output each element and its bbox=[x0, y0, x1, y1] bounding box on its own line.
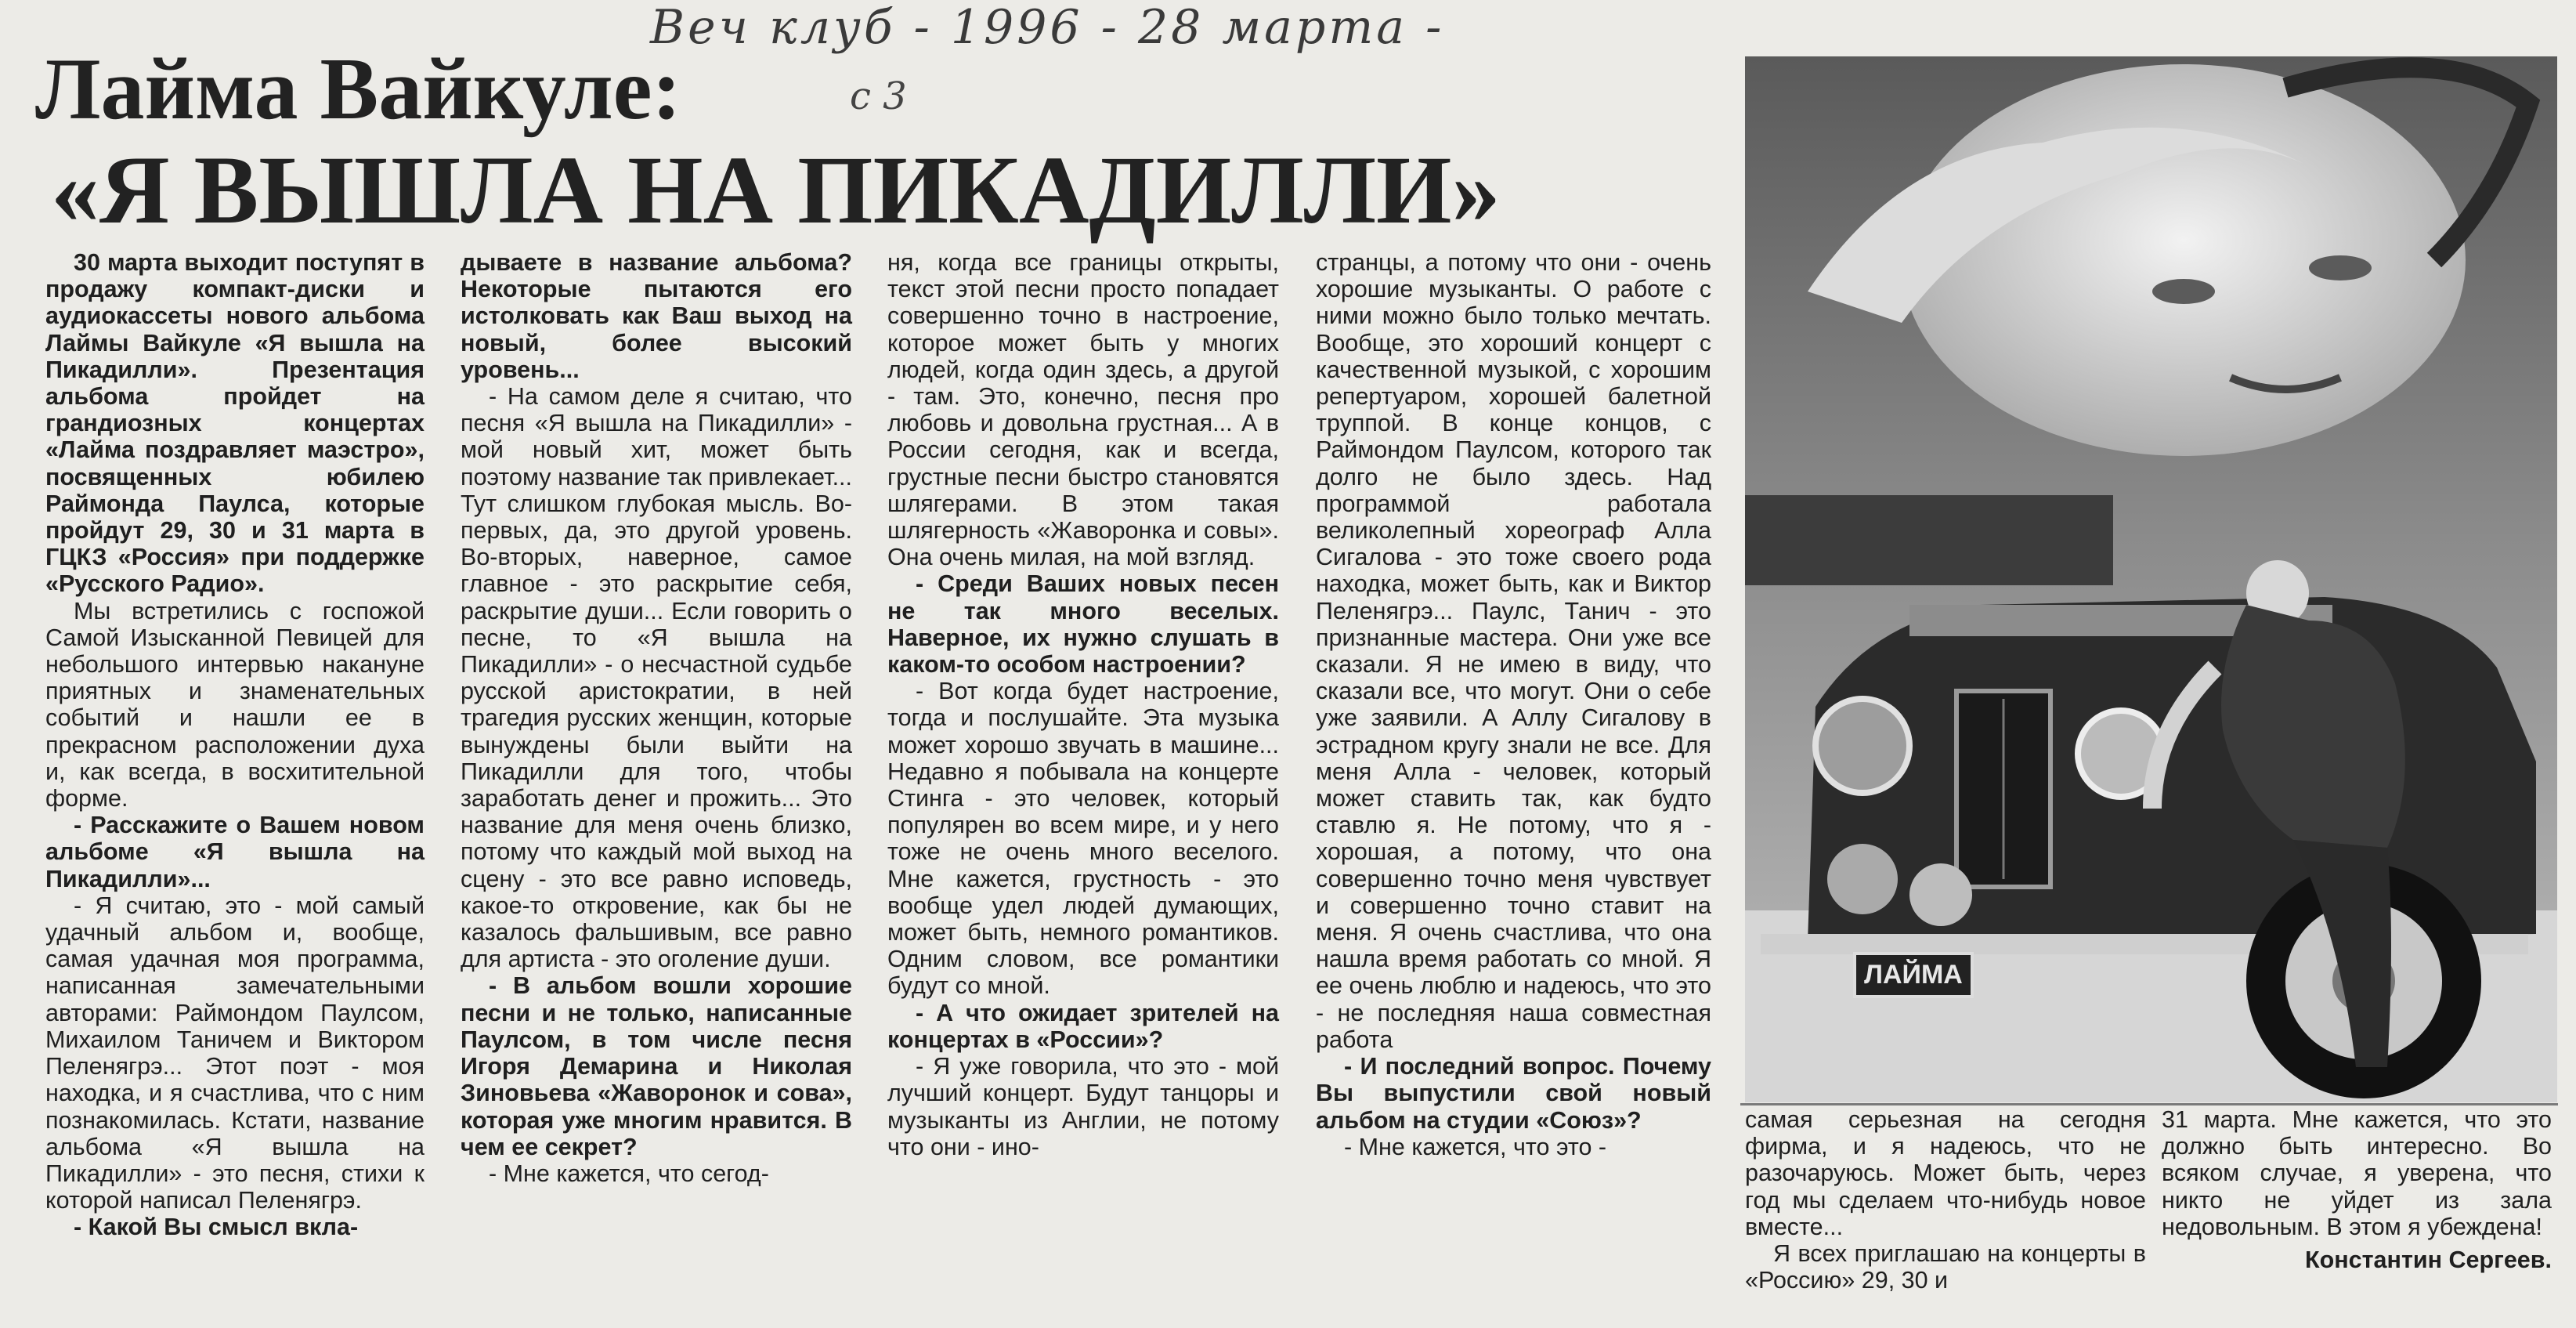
paragraph: самая серьезная на сегодня фирма, и я надеюсь, что не разочаруюсь. Может быть, через год мы сделаем что-нибудь новое вместе... bbox=[1745, 1106, 2146, 1240]
interview-question: дываете в название альбома? Некоторые пытаются его истолковать как Ваш выход на новый, более высокий уровень... bbox=[461, 249, 852, 383]
paragraph: - Вот когда будет настроение, тогда и послушайте. Эта музыка может хорошо звучать в машине... Недавно я побывала на концерте Стинга - это человек, который популярен во всем мире, и у него тоже не очень много веселого. Мне кажется, грустность - это вообще удел людей думающих, может быть, немного романтиков. Одним словом, все романтики будут со мной. bbox=[887, 678, 1279, 1000]
paragraph: - На самом деле я считаю, что песня «Я вышла на Пикадилли» - мой новый хит, может быть поэтому название так привлекает... Тут слишком глубокая мысль. Во-первых, да, это другой уровень. Во-вторых, наверное, самое главное - это раскрытие себя, раскрытие души... Если говорить о песне, то «Я вышла на Пикадилли» - о несчастной судьбе русской аристократии, в ней трагедия русских женщин, которые вынуждены были выйти на Пикадилли для того, чтобы заработать денег и прожить... Это название для меня очень близко, потому что каждый мой выход на сцену - это все равно исповедь, какое-то откровение, как бы не казалось фальшивым, все равно для артиста - это оголение души. bbox=[461, 383, 852, 973]
author-signature: Константин Сергеев. bbox=[2304, 1247, 2552, 1274]
interview-question: - В альбом вошли хорошие песни и не только, написанные Паулсом, в том числе песня Игоря Демарина и Николая Зиновьева «Жаворонок и сова», которая уже многим нравится. В чем ее секрет? bbox=[461, 972, 852, 1160]
article-column-2 bbox=[461, 249, 852, 1187]
paragraph: странцы, а потому что они - очень хорошие музыканты. О работе с ними можно было только мечтать. Вообще, это хороший концерт с качественной музыкой, с хорошим репертуаром, хорошей балетной труппой. В конце концов, с Раймондом Паулсом, которого так долго не было здесь. Над программой работала великолепный хореограф Алла Сигалова - это тоже своего рода находка, может быть, как и Виктор Пеленягрэ... Паулс, Танич - это признанные мастера. Они уже все сказали. Я не имею в виду, что сказали все, что могут. Они о себе уже заявили. А Аллу Сигалову в эстрадном кругу знали не все. Для меня Алла - человек, который может ставить так, как будто ставлю я. Не потому, что я - хорошая, а потому, что она совершенно точно меня чувствует и совершенно точно ставит на меня. Я очень счастлива, что она нашла время работать со мной. Я ее очень люблю и надеюсь, что это - не последняя наша совместная работа bbox=[1316, 249, 1711, 1053]
interview-question: - И последний вопрос. Почему Вы выпустили свой новый альбом на студии «Союз»? bbox=[1316, 1053, 1711, 1134]
paragraph: Мы встретились с госпожой Самой Изысканной Певицей для небольшого интервью накануне приятных и знаменательных событий и нашли ее в прекрасном расположении духа и, как всегда, в восхитительной форме. bbox=[45, 597, 425, 812]
handwritten-page-mark: с 3 bbox=[850, 74, 907, 118]
article-column-6 bbox=[2162, 1106, 2552, 1273]
paragraph: - Мне кажется, что это - bbox=[1344, 1133, 1607, 1160]
paragraph: - Я считаю, это - мой самый удачный альбом и, вообще, самая удачная моя программа, написанная замечательными авторами: Раймондом Паулсом, Михаилом Таничем и Виктором Пеленягрэ... Этот поэт - моя находка, и я счастлива, что с ним познакомилась. Кстати, название альбома «Я вышла на Пикадилли» - это песня, стихи к которой написал Пеленягрэ. bbox=[45, 892, 425, 1214]
paragraph: - Мне кажется, что сегод- bbox=[489, 1160, 769, 1187]
photo-bottom-rule bbox=[1740, 1103, 2558, 1105]
photo-laima-with-car bbox=[1745, 56, 2557, 1102]
paragraph: - Я уже говорила, что это - мой лучший концерт. Будут танцоры и музыканты из Англии, не потому что они - ино- bbox=[887, 1053, 1279, 1160]
article-column-5 bbox=[1745, 1106, 2146, 1294]
interview-question: - А что ожидает зрителей на концертах в «России»? bbox=[887, 999, 1279, 1053]
paragraph: 31 марта. Мне кажется, что это должно быть интересно. Во всяком случае, я уверена, что никто не уйдет из зала недовольным. В этом я убеждена! bbox=[2162, 1106, 2552, 1240]
paragraph: Я всех приглашаю на концерты в «Россию» 29, 30 и bbox=[1745, 1240, 2146, 1294]
article-column-3 bbox=[887, 249, 1279, 1160]
handwritten-note: Веч клуб - 1996 - 28 марта - bbox=[650, 0, 1445, 55]
interview-question: 30 марта выходит поступят в продажу компакт-диски и аудиокассеты нового альбома Лаймы Вайкуле «Я вышла на Пикадилли». Презентация альбома пройдет на грандиозных концертах «Лайма поздравляет маэстро», посвященных юбилею Раймонда Паулса, которые пройдут 29, 30 и 31 марта в ГЦКЗ «Россия» при поддержке «Русского Радио». bbox=[45, 249, 425, 598]
car-plate-text: ЛАЙМА bbox=[1864, 960, 1963, 990]
interview-question: - Расскажите о Вашем новом альбоме «Я вышла на Пикадилли»... bbox=[45, 812, 425, 892]
article-column-1 bbox=[45, 249, 425, 1241]
interview-question: - Среди Ваших новых песен не так много веселых. Наверное, их нужно слушать в каком-то особом настроении? bbox=[887, 570, 1279, 678]
interview-question: - Какой Вы смысл вкла- bbox=[74, 1214, 359, 1241]
headline-title: «Я ВЫШЛА НА ПИКАДИЛЛИ» bbox=[51, 136, 1501, 244]
headline-name: Лайма Вайкуле: bbox=[35, 41, 681, 138]
paragraph: ня, когда все границы открыты, текст этой песни просто попадает совершенно точно в настроение, которое может быть у многих людей, когда один здесь, а другой - там. Это, конечно, песня про любовь и довольна грустная... А в России сегодня, как и всегда, грустные песни быстро становятся шлягерами. В этом такая шлягерность «Жаворонка и совы». Она очень милая, на мой взгляд. bbox=[887, 249, 1279, 571]
article-column-4 bbox=[1316, 249, 1711, 1160]
